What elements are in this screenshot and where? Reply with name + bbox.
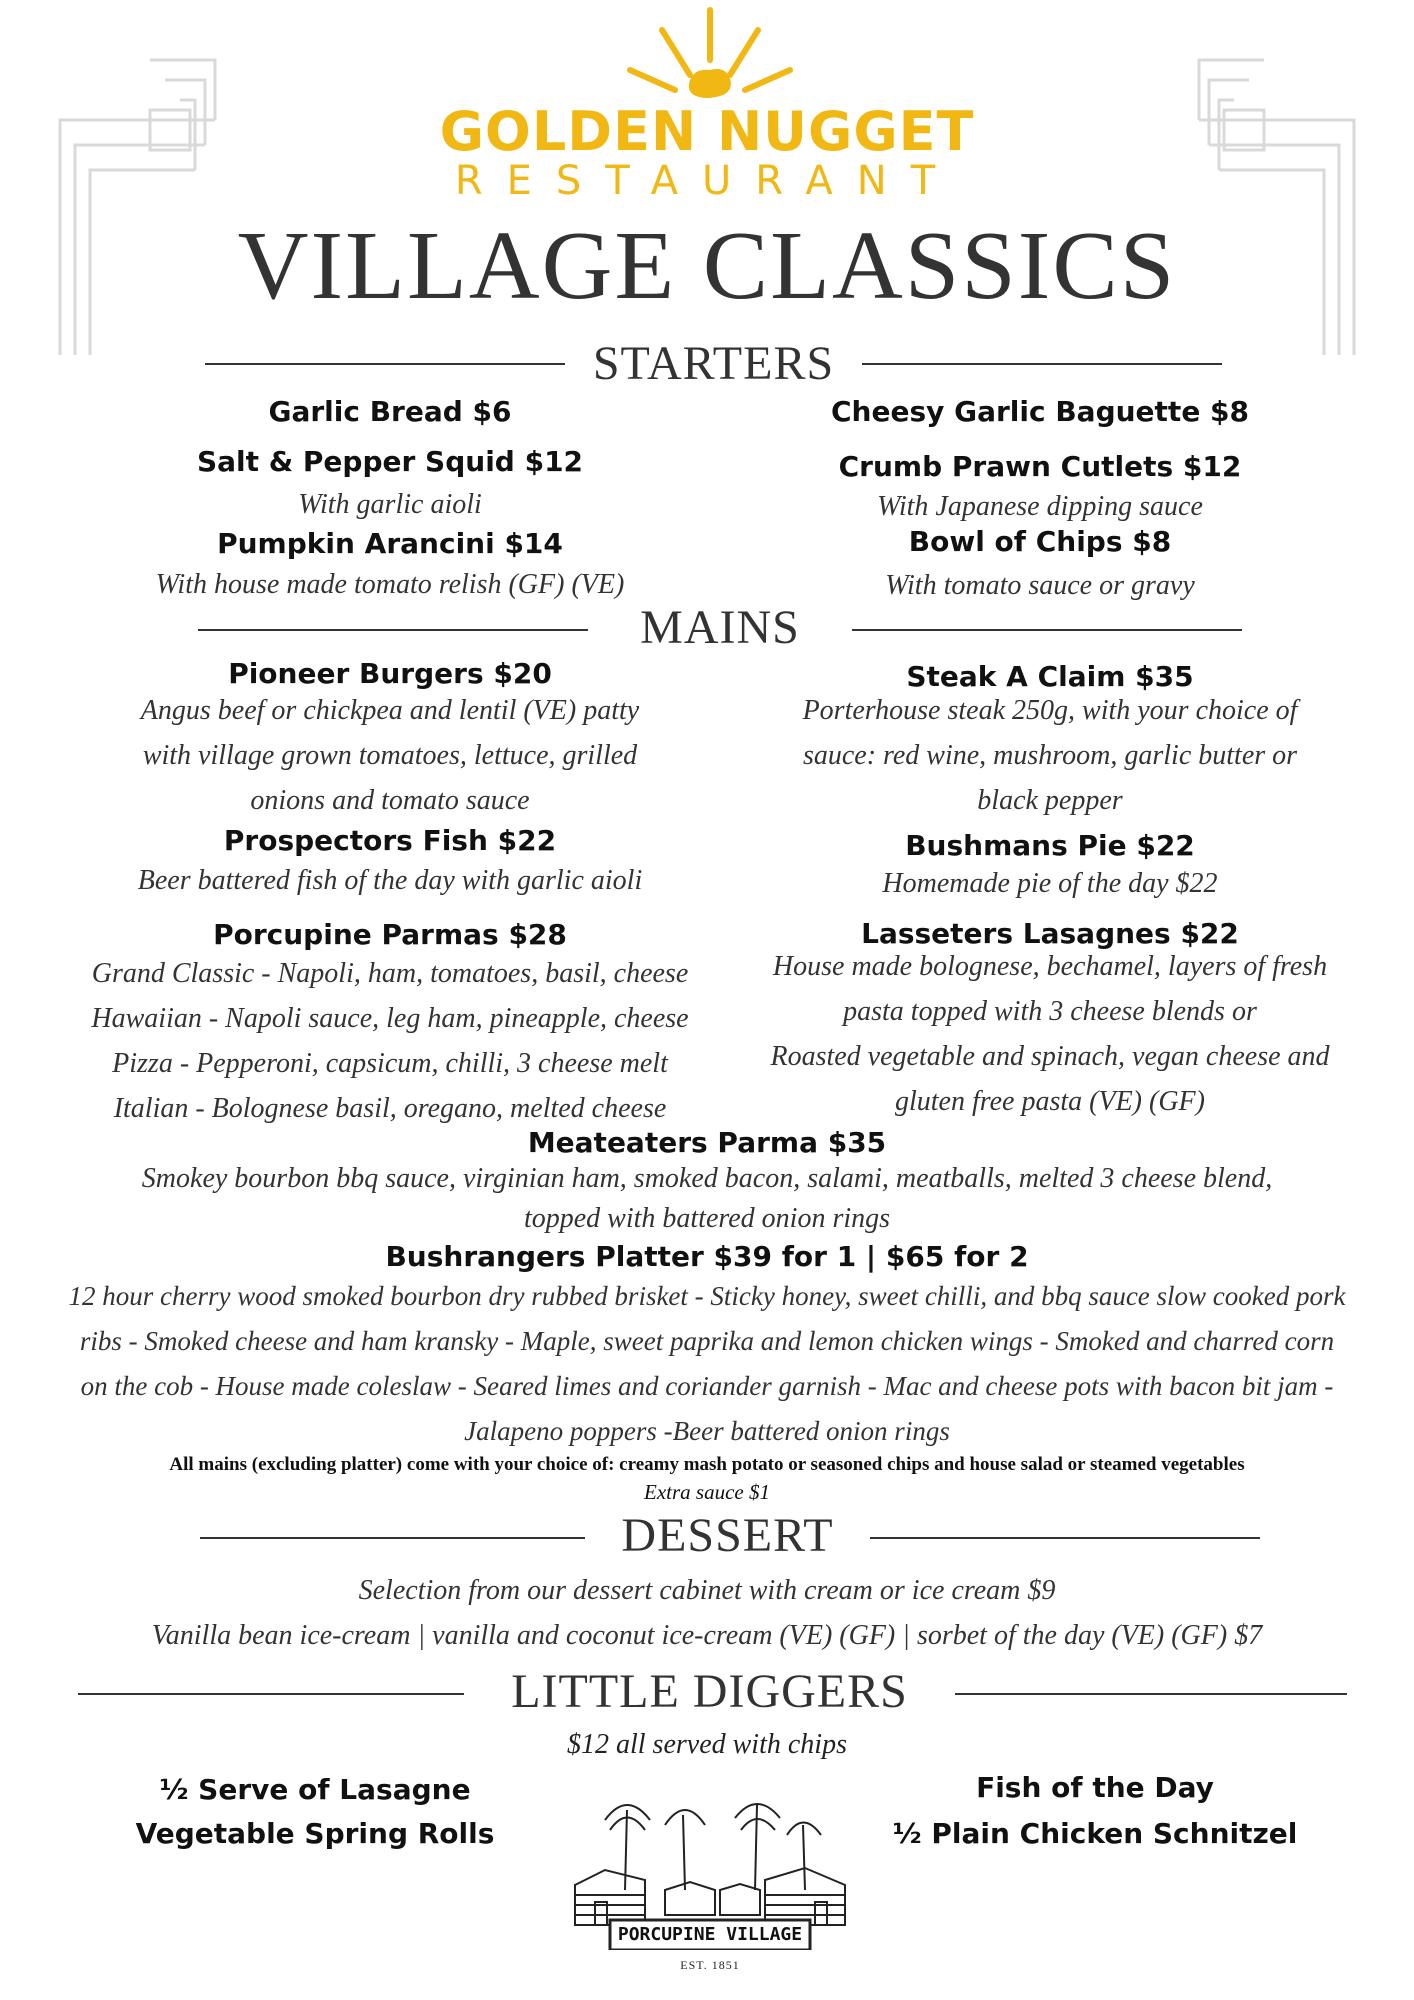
starter-chips: Bowl of Chips $8: [908, 525, 1172, 558]
main-pioneer-burgers: Pioneer Burgers $20: [228, 657, 552, 690]
sun-rays-logo-icon: [620, 0, 800, 110]
brand-name: GOLDEN NUGGET: [439, 100, 975, 163]
kids-subtitle: $12 all served with chips: [567, 1729, 847, 1760]
kids-fish: Fish of the Day: [976, 1771, 1214, 1804]
starter-baguette: Cheesy Garlic Baguette $8: [830, 395, 1250, 428]
dessert-cabinet: Selection from our dessert cabinet with cream or ice cream $9: [358, 1575, 1056, 1606]
dessert-rule-right: [870, 1537, 1260, 1539]
starter-arancini-desc: With house made tomato relish (GF) (VE): [155, 569, 625, 600]
main-fish-desc: Beer battered fish of the day with garlic aioli: [137, 865, 643, 896]
mains-rule-left: [198, 629, 588, 631]
mains-sides-note: All mains (excluding platter) come with your choice of: creamy mash potato or seasoned chips and house salad or steamed vegetables: [169, 1454, 1245, 1475]
dessert-ice-cream: Vanilla bean ice-cream | vanilla and coconut ice-cream (VE) (GF) | sorbet of the day (VE) (GF) $7: [151, 1620, 1263, 1651]
main-pioneer-desc-3: onions and tomato sauce: [250, 785, 530, 816]
dessert-heading: DESSERT: [621, 1509, 834, 1562]
main-bushrangers-platter: Bushrangers Platter $39 for 1 | $65 for 2: [385, 1240, 1029, 1273]
main-meateaters-parma: Meateaters Parma $35: [527, 1126, 887, 1159]
menu-title: VILLAGE CLASSICS: [237, 212, 1177, 320]
village-logo-est: EST. 1851: [680, 1958, 740, 1972]
village-logo-name: PORCUPINE VILLAGE: [617, 1924, 803, 1945]
main-steak-desc-1: Porterhouse steak 250g, with your choice of: [802, 695, 1298, 726]
main-pioneer-desc-1: Angus beef or chickpea and lentil (VE) patty: [140, 695, 640, 726]
starters-heading: STARTERS: [592, 337, 835, 390]
main-bushmans-pie: Bushmans Pie $22: [905, 829, 1195, 862]
main-prospectors-fish: Prospectors Fish $22: [223, 824, 557, 857]
starter-chips-desc: With tomato sauce or gravy: [885, 570, 1195, 601]
starter-squid-desc: With garlic aioli: [298, 489, 482, 520]
starters-rule-right: [862, 363, 1222, 365]
kids-heading: LITTLE DIGGERS: [511, 1665, 908, 1718]
main-platter-desc-3: on the cob - House made coleslaw - Seared limes and coriander garnish - Mac and cheese pots with bacon bit jam -: [80, 1371, 1334, 1401]
kids-rule-left: [78, 1693, 464, 1695]
starter-squid: Salt & Pepper Squid $12: [196, 445, 584, 478]
main-pie-desc: Homemade pie of the day $22: [882, 868, 1218, 899]
kids-lasagne: ½ Serve of Lasagne: [159, 1773, 471, 1806]
starters-rule-left: [205, 363, 565, 365]
main-platter-desc-2: ribs - Smoked cheese and ham kransky - Maple, sweet paprika and lemon chicken wings - Smoked and charred corn: [79, 1326, 1335, 1356]
main-pioneer-desc-2: with village grown tomatoes, lettuce, grilled: [142, 740, 638, 771]
brand-subtitle: RESTAURANT: [454, 158, 960, 204]
starter-prawn-desc: With Japanese dipping sauce: [877, 491, 1203, 522]
main-parmas-desc-3: Pizza - Pepperoni, capsicum, chilli, 3 cheese melt: [112, 1048, 668, 1079]
starter-garlic-bread: Garlic Bread $6: [268, 395, 512, 428]
kids-rule-right: [955, 1693, 1347, 1695]
main-lasseters-lasagnes: Lasseters Lasagnes $22: [861, 917, 1239, 950]
mains-extra-sauce: Extra sauce $1: [644, 1480, 770, 1504]
mains-heading: MAINS: [640, 601, 800, 654]
gold-nugget-icon: [689, 69, 731, 98]
main-lasagnes-desc-3: Roasted vegetable and spinach, vegan cheese and: [770, 1041, 1330, 1072]
main-meateaters-desc-2: topped with battered onion rings: [523, 1203, 891, 1234]
main-parmas-desc-4: Italian - Bolognese basil, oregano, melted cheese: [113, 1093, 667, 1124]
starter-prawn: Crumb Prawn Cutlets $12: [838, 450, 1242, 483]
main-parmas-desc-1: Grand Classic - Napoli, ham, tomatoes, basil, cheese: [91, 958, 689, 989]
main-steak: Steak A Claim $35: [906, 660, 1194, 693]
main-steak-desc-2: sauce: red wine, mushroom, garlic butter or: [802, 740, 1298, 771]
main-lasagnes-desc-4: gluten free pasta (VE) (GF): [895, 1086, 1205, 1117]
main-platter-desc-4: Jalapeno poppers -Beer battered onion rings: [464, 1416, 950, 1446]
dessert-rule-left: [200, 1537, 585, 1539]
main-parmas-desc-2: Hawaiian - Napoli sauce, leg ham, pineapple, cheese: [91, 1003, 689, 1034]
main-platter-desc-1: 12 hour cherry wood smoked bourbon dry rubbed brisket - Sticky honey, sweet chilli, and bbq sauce slow cooked pork: [68, 1281, 1346, 1311]
main-porcupine-parmas: Porcupine Parmas $28: [213, 918, 567, 951]
main-steak-desc-3: black pepper: [977, 785, 1123, 816]
mains-rule-right: [852, 629, 1242, 631]
main-lasagnes-desc-1: House made bolognese, bechamel, layers of fresh: [772, 951, 1328, 982]
main-lasagnes-desc-2: pasta topped with 3 cheese blends or: [843, 996, 1257, 1027]
kids-schnitzel: ½ Plain Chicken Schnitzel: [892, 1817, 1298, 1850]
starter-arancini: Pumpkin Arancini $14: [217, 527, 563, 560]
kids-spring-rolls: Vegetable Spring Rolls: [135, 1817, 495, 1850]
main-meateaters-desc-1: Smokey bourbon bbq sauce, virginian ham, smoked bacon, salami, meatballs, melted 3 cheese blend,: [141, 1163, 1273, 1194]
